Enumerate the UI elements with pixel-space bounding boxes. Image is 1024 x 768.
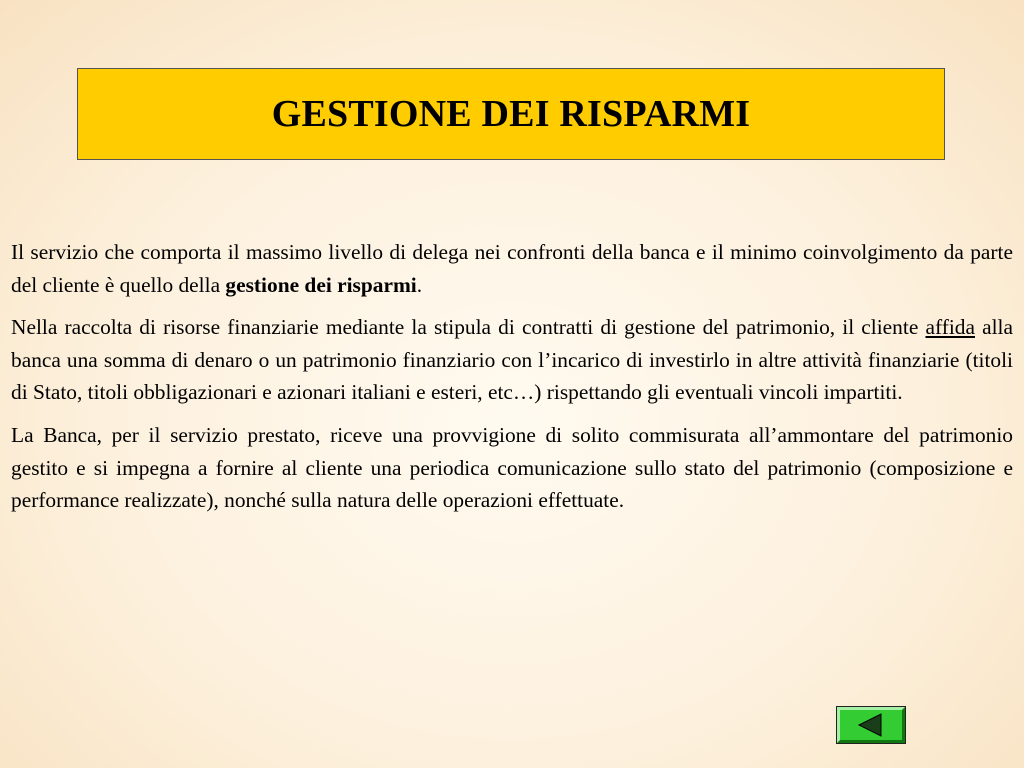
paragraph-2-text: Nella raccolta di risorse finanziarie mediante la stipula di contratti di gestione del patrimonio, il cliente bbox=[11, 315, 926, 340]
left-triangle-icon bbox=[840, 710, 902, 740]
paragraph-3: La Banca, per il servizio prestato, riceve una provvigione di solito commisurata all’ammontare del patrimonio gestito e si impegna a fornire al cliente una periodica comunicazione sullo stato del patrimonio (composizione e performance realizzate), nonché sulla natura delle operazioni effettuate. bbox=[11, 422, 1013, 513]
title-box bbox=[77, 68, 945, 160]
paragraph-2 bbox=[11, 311, 1013, 409]
back-button[interactable] bbox=[837, 707, 905, 743]
slide-title: GESTIONE DEI RISPARMI bbox=[271, 93, 751, 135]
paragraph-1-text: Il servizio che comporta il massimo livello di delega nei confronti della banca e il minimo coinvolgimento da parte del cliente è quello della bbox=[11, 240, 1013, 297]
paragraph-1-end: . bbox=[416, 272, 423, 297]
slide-body bbox=[11, 236, 1013, 527]
paragraph-2-underlined-term: affida bbox=[925, 315, 975, 340]
paragraph-2-end: alla banca una somma di denaro o un patrimonio finanziario con l’incarico di investirlo in altre attività finanziarie (titoli di Stato, titoli obbligazionari e azionari italiani e esteri, etc…) rispettando gli eventuali vincoli impartiti. bbox=[11, 315, 1013, 405]
paragraph-1 bbox=[11, 236, 1013, 301]
paragraph-1-bold-term: gestione dei risparmi bbox=[225, 272, 417, 297]
